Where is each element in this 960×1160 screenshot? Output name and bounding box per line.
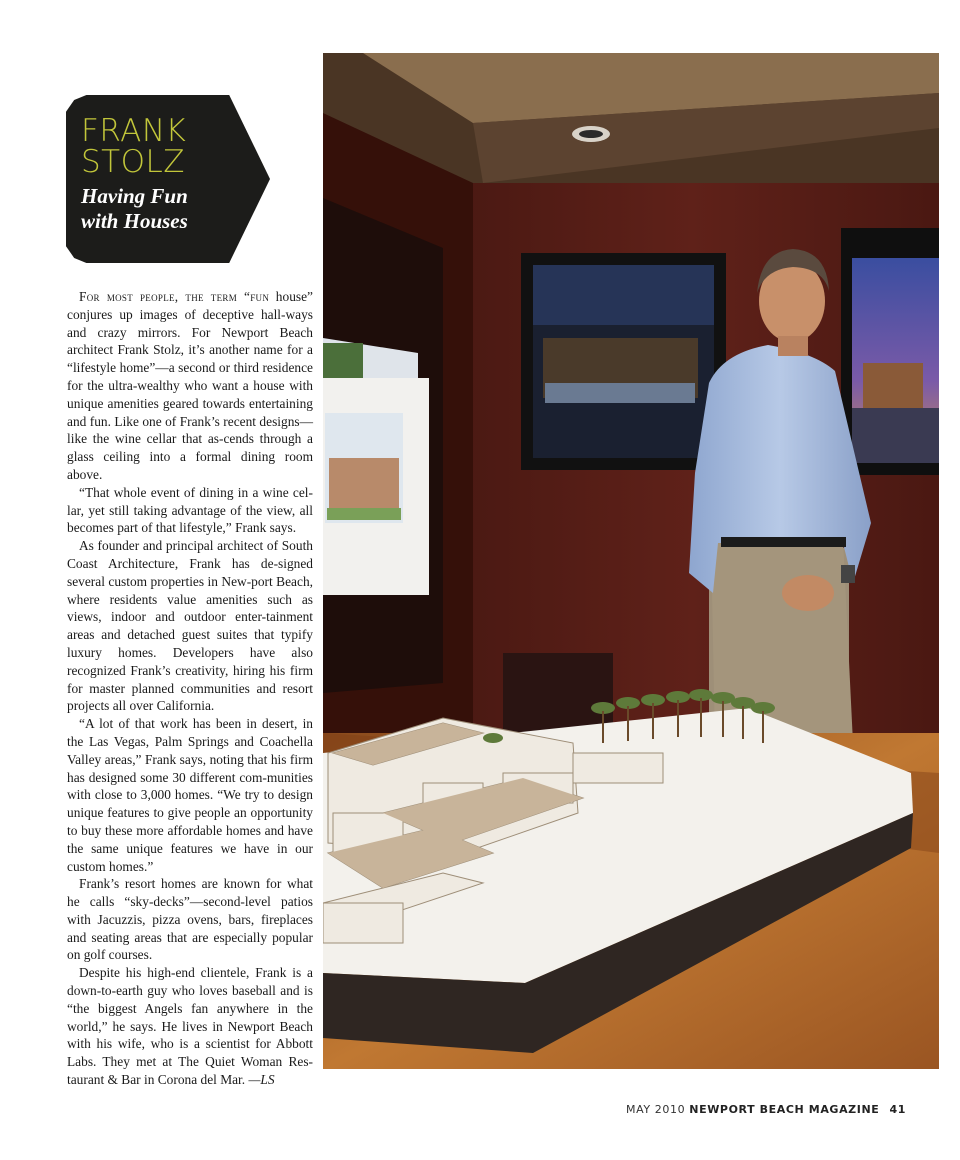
- lead-in-smallcaps: For most people, the term “fun: [79, 289, 270, 304]
- article-paragraph: “A lot of that work has been in desert, in the Las Vegas, Palm Springs and Coachella Valley areas,” Frank says, noting that his firm has designed some 30 different com-munities with close to 3,000 homes. “We try to design unique features to give people an opportunity to buy these more affordable homes and have the same unique features we have in our custom homes.”: [67, 716, 313, 874]
- article-subtitle: Having Fun with Houses: [81, 184, 188, 233]
- article-paragraph: [67, 288, 313, 484]
- page-footer: [626, 1103, 906, 1116]
- article-paragraph: [67, 964, 313, 1089]
- article-body: [67, 288, 313, 1089]
- architect-with-model-illustration: [323, 53, 939, 1069]
- subject-name: FRANK STOLZ: [81, 113, 187, 180]
- paragraph-text: house” conjures up images of deceptive hall-ways and crazy mirrors. For Newport Beach architect Frank Stolz, it’s another name for a “lifestyle home”—a second or third residence for the ultra-wealthy who want a house with unique amenities geared towards entertaining and fun. Like one of Frank’s recent designs—like the wine cellar that as-cends through a glass ceiling into a formal dining room above.: [67, 289, 313, 482]
- publication-name: NEWPORT BEACH MAGAZINE: [689, 1103, 880, 1116]
- author-signature: —LS: [248, 1072, 275, 1088]
- article-paragraph: “That whole event of dining in a wine cel-lar, yet still taking advantage of the view, all becomes part of that lifestyle,” Frank says.: [67, 484, 313, 536]
- article-paragraph: As founder and principal architect of South Coast Architecture, Frank has de-signed several custom properties in New-port Beach, where residents value amenities such as views, indoor and outdoor enter-tainment areas and detached guest suites that typify luxury homes. Developers have also recognized Frank’s creativity, hiring his firm for master planned communities and resort projects all over California.: [67, 538, 313, 714]
- paragraph-text: Despite his high-end clientele, Frank is a down-to-earth guy who loves baseball and is “the biggest Angels fan anywhere in the world,” he says. He lives in Newport Beach with his wife, who is a scientist for Abbott Labs. They met at The Quiet Woman Res-taurant & Bar in Corona del Mar.: [67, 965, 313, 1088]
- feature-photo: [323, 53, 939, 1069]
- page-number: 41: [889, 1103, 906, 1116]
- article-paragraph: Frank’s resort homes are known for what he calls “sky-decks”—second-level patios with Jacuzzis, pizza ovens, bars, fireplaces and seating areas that are especially popular on golf courses.: [67, 876, 313, 963]
- issue-date: MAY 2010: [626, 1103, 686, 1116]
